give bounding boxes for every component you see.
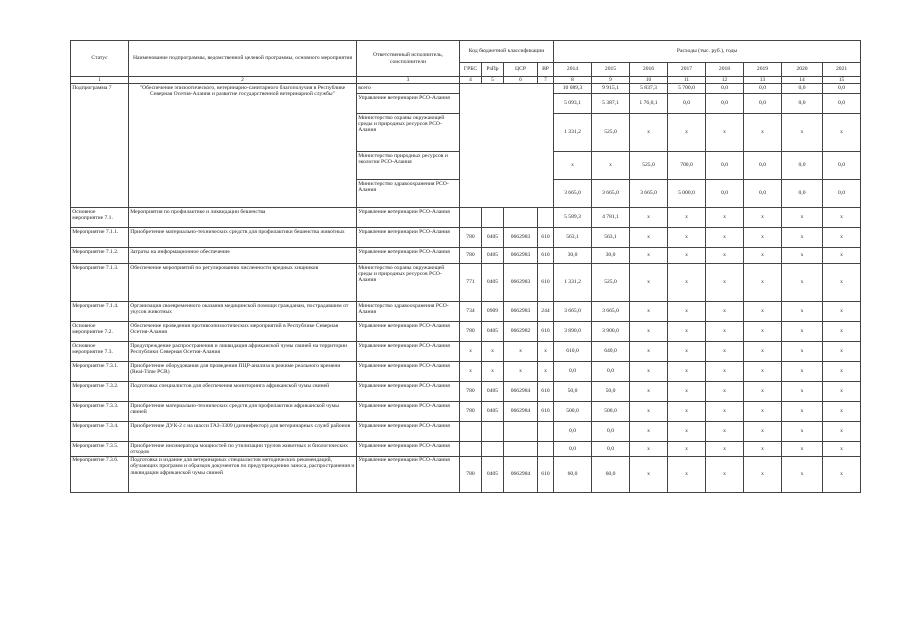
value-cell: x <box>592 152 630 180</box>
column-number: 4 <box>460 77 482 84</box>
value-cell: x <box>668 422 706 442</box>
value-cell: x <box>744 322 782 342</box>
rzpr-cell: 0909 <box>482 302 504 322</box>
value-cell: x <box>668 208 706 228</box>
value-cell: 610,0 <box>554 342 592 362</box>
executor-cell: Министерство здравоохранения РСО-Алания <box>357 180 460 208</box>
csr-cell <box>504 208 538 228</box>
value-cell: x <box>706 114 744 152</box>
column-number: 15 <box>823 77 861 84</box>
status-cell: Подпрограмма 7 <box>71 84 129 208</box>
grbs-cell: 780 <box>460 248 482 264</box>
grbs-cell: 780 <box>460 382 482 402</box>
value-cell: 4 781,1 <box>592 208 630 228</box>
value-cell: x <box>668 382 706 402</box>
value-cell: 1 331,2 <box>554 264 592 302</box>
value-cell: x <box>630 362 668 382</box>
value-cell: x <box>630 402 668 422</box>
value-cell: 0,0 <box>592 362 630 382</box>
vr-cell: x <box>538 342 554 362</box>
vr-cell <box>538 208 554 228</box>
value-cell: x <box>782 362 823 382</box>
value-cell: 0,0 <box>554 362 592 382</box>
executor-cell: Управление ветеринарии РСО-Алания <box>357 228 460 248</box>
table-row <box>71 422 861 442</box>
status-cell: Мероприятие 7.1.4. <box>71 302 129 322</box>
value-cell: x <box>823 302 861 322</box>
header-year: 2020 <box>782 63 823 77</box>
column-number: 5 <box>482 77 504 84</box>
table-row <box>71 228 861 248</box>
value-cell: x <box>744 114 782 152</box>
value-cell: x <box>630 342 668 362</box>
header-rzpr: РзПр <box>482 63 504 77</box>
grbs-cell: 780 <box>460 402 482 422</box>
value-cell: 0,0 <box>782 180 823 208</box>
executor-cell: Министерство охраны окружающей среды и природных ресурсов РСО-Алания <box>357 114 460 152</box>
rzpr-cell: x <box>482 362 504 382</box>
table-row <box>71 248 861 264</box>
value-cell: 5 093,1 <box>554 94 592 114</box>
value-cell: 0,0 <box>668 94 706 114</box>
column-number-row <box>71 77 861 84</box>
value-cell: 0,0 <box>782 94 823 114</box>
budget-table <box>70 40 861 493</box>
value-cell: x <box>744 402 782 422</box>
name-cell: Приобретение ДУК-2 с на шасси ГАЗ-3309 (дизинфектор) для ветеринарных служб районов <box>129 422 357 442</box>
value-cell: x <box>630 322 668 342</box>
column-number: 1 <box>71 77 129 84</box>
vr-cell: 610 <box>538 382 554 402</box>
value-cell: x <box>782 422 823 442</box>
value-cell: 0,0 <box>592 442 630 457</box>
value-cell: x <box>668 362 706 382</box>
header-year: 2018 <box>706 63 744 77</box>
code-cell <box>460 84 554 208</box>
value-cell: x <box>668 302 706 322</box>
value-cell: x <box>668 342 706 362</box>
status-cell: Основное мероприятие 7.2. <box>71 322 129 342</box>
grbs-cell: 771 <box>460 264 482 302</box>
executor-cell: Министерство охраны окружающей среды и природных ресурсов РСО-Алания <box>357 264 460 302</box>
value-cell: 5 387,1 <box>592 94 630 114</box>
csr-cell: 0662983 <box>504 228 538 248</box>
executor-cell: Управление ветеринарии РСО-Алания <box>357 94 460 114</box>
rzpr-cell: 0405 <box>482 322 504 342</box>
table-row <box>71 208 861 228</box>
executor-cell: Министерство здравоохранения РСО-Алания <box>357 302 460 322</box>
value-cell: 3 665,0 <box>630 180 668 208</box>
value-cell: x <box>630 264 668 302</box>
value-cell: x <box>706 264 744 302</box>
table-body <box>71 77 861 493</box>
column-number: 12 <box>706 77 744 84</box>
value-cell: 0,0 <box>706 180 744 208</box>
table-row <box>71 382 861 402</box>
value-cell: x <box>630 114 668 152</box>
subprogram-row <box>71 84 861 94</box>
rzpr-cell <box>482 208 504 228</box>
grbs-cell: 780 <box>460 228 482 248</box>
status-cell: Мероприятие 7.3.2. <box>71 382 129 402</box>
value-cell: x <box>823 402 861 422</box>
vr-cell: 610 <box>538 264 554 302</box>
value-cell: 30,0 <box>592 248 630 264</box>
value-cell: x <box>706 382 744 402</box>
vr-cell: 610 <box>538 456 554 492</box>
rzpr-cell: 0405 <box>482 382 504 402</box>
value-cell: 640,0 <box>592 342 630 362</box>
column-number: 13 <box>744 77 782 84</box>
grbs-cell <box>460 442 482 457</box>
value-cell: 525,0 <box>592 264 630 302</box>
column-number: 11 <box>668 77 706 84</box>
table-row <box>71 302 861 322</box>
value-cell: 563,1 <box>554 228 592 248</box>
value-cell: x <box>823 442 861 457</box>
value-cell: x <box>630 442 668 457</box>
table-row <box>71 402 861 422</box>
value-cell: 0,0 <box>744 180 782 208</box>
executor-cell: Управление ветеринарии РСО-Алания <box>357 402 460 422</box>
value-cell: 0,0 <box>823 84 861 94</box>
csr-cell: 0662983 <box>504 248 538 264</box>
grbs-cell: x <box>460 342 482 362</box>
table-row <box>71 456 861 492</box>
value-cell: x <box>744 228 782 248</box>
csr-cell: 0662983 <box>504 302 538 322</box>
vr-cell: 610 <box>538 322 554 342</box>
header-expenses: Расходы (тыс. руб.), годы <box>554 41 861 63</box>
executor-cell: Управление ветеринарии РСО-Алания <box>357 362 460 382</box>
value-cell: x <box>744 362 782 382</box>
value-cell: x <box>744 208 782 228</box>
value-cell: 0,0 <box>554 442 592 457</box>
name-cell: Обеспечение проведения противоэпизоотических мероприятий в Республике Северная Осетия-Алания <box>129 322 357 342</box>
executor-cell: всего <box>357 84 460 94</box>
column-number: 2 <box>129 77 357 84</box>
value-cell: 0,0 <box>782 84 823 94</box>
value-cell: x <box>744 264 782 302</box>
grbs-cell: 734 <box>460 302 482 322</box>
value-cell: x <box>706 248 744 264</box>
value-cell: 0,0 <box>823 152 861 180</box>
rzpr-cell: 0405 <box>482 264 504 302</box>
value-cell: 563,1 <box>592 228 630 248</box>
value-cell: 525,0 <box>592 114 630 152</box>
value-cell: x <box>823 382 861 402</box>
rzpr-cell: 0405 <box>482 456 504 492</box>
header-year: 2014 <box>554 63 592 77</box>
value-cell: x <box>782 442 823 457</box>
column-number: 6 <box>504 77 538 84</box>
csr-cell: 0662982 <box>504 322 538 342</box>
value-cell: x <box>823 342 861 362</box>
value-cell: x <box>782 456 823 492</box>
value-cell: 3 665,0 <box>554 180 592 208</box>
header-year: 2021 <box>823 63 861 77</box>
status-cell: Мероприятие 7.1.2. <box>71 248 129 264</box>
value-cell: x <box>744 422 782 442</box>
csr-cell: x <box>504 362 538 382</box>
value-cell: x <box>668 228 706 248</box>
value-cell: x <box>668 248 706 264</box>
name-cell: Мероприятия по профилактике и ликвидации бешенства <box>129 208 357 228</box>
executor-cell: Управление ветеринарии РСО-Алания <box>357 442 460 457</box>
header-year: 2016 <box>630 63 668 77</box>
name-cell: Приобретение инсинератора мощностей по утилизации трупов животных и биологических отходов <box>129 442 357 457</box>
value-cell: x <box>668 456 706 492</box>
value-cell: x <box>668 264 706 302</box>
value-cell: 3 665,0 <box>554 302 592 322</box>
value-cell: x <box>823 228 861 248</box>
grbs-cell: x <box>460 362 482 382</box>
value-cell: 0,0 <box>744 152 782 180</box>
header-budget-code: Код бюджетной классификации <box>460 41 554 63</box>
header-name: Наименование подпрограммы, ведомственной целевой программы, основного мероприятия <box>129 41 357 77</box>
value-cell: x <box>554 152 592 180</box>
header-status: Статус <box>71 41 129 77</box>
value-cell: x <box>630 382 668 402</box>
value-cell: x <box>782 228 823 248</box>
value-cell: 5 837,3 <box>630 84 668 94</box>
value-cell: 0,0 <box>782 152 823 180</box>
value-cell: x <box>782 114 823 152</box>
value-cell: x <box>823 422 861 442</box>
table-row <box>71 342 861 362</box>
value-cell: x <box>744 382 782 402</box>
rzpr-cell <box>482 442 504 457</box>
value-cell: x <box>706 362 744 382</box>
csr-cell: 0662984 <box>504 456 538 492</box>
value-cell: x <box>782 248 823 264</box>
column-number: 14 <box>782 77 823 84</box>
value-cell: 525,0 <box>630 152 668 180</box>
header-vr: ВР <box>538 63 554 77</box>
value-cell: x <box>630 302 668 322</box>
name-cell: Приобретение оборудования для проведения ПЦР-анализа в режиме реального времени (Real-Time PCR) <box>129 362 357 382</box>
name-cell: Подготовка специалистов для обеспечения мониторинга африканской чумы свиней <box>129 382 357 402</box>
value-cell: x <box>668 114 706 152</box>
value-cell: 500,0 <box>592 402 630 422</box>
value-cell: x <box>706 302 744 322</box>
value-cell: 0,0 <box>592 422 630 442</box>
grbs-cell <box>460 422 482 442</box>
value-cell: 60,0 <box>592 456 630 492</box>
table-row <box>71 362 861 382</box>
value-cell: x <box>706 422 744 442</box>
rzpr-cell: 0405 <box>482 248 504 264</box>
value-cell: x <box>630 208 668 228</box>
grbs-cell: 780 <box>460 322 482 342</box>
value-cell: x <box>744 456 782 492</box>
status-cell: Основное мероприятие 7.3. <box>71 342 129 362</box>
rzpr-cell: 0405 <box>482 402 504 422</box>
name-cell: Затраты на информационное обеспечение <box>129 248 357 264</box>
status-cell: Мероприятие 7.1.1. <box>71 228 129 248</box>
value-cell: 9 915,1 <box>592 84 630 94</box>
value-cell: x <box>823 264 861 302</box>
value-cell: x <box>668 402 706 422</box>
budget-table-sheet <box>70 40 860 493</box>
value-cell: x <box>823 208 861 228</box>
value-cell: 0,0 <box>706 152 744 180</box>
value-cell: x <box>744 442 782 457</box>
table-row <box>71 264 861 302</box>
csr-cell: 0662984 <box>504 402 538 422</box>
header-year: 2015 <box>592 63 630 77</box>
column-number: 10 <box>630 77 668 84</box>
value-cell: 0,0 <box>744 84 782 94</box>
table-row <box>71 322 861 342</box>
csr-cell <box>504 422 538 442</box>
value-cell: x <box>668 442 706 457</box>
value-cell: 10 089,3 <box>554 84 592 94</box>
value-cell: 0,0 <box>706 94 744 114</box>
value-cell: x <box>706 228 744 248</box>
status-cell: Мероприятие 7.3.4. <box>71 422 129 442</box>
value-cell: 1 76,0,1 <box>630 94 668 114</box>
status-cell: Мероприятие 7.3.6. <box>71 456 129 492</box>
rzpr-cell <box>482 422 504 442</box>
vr-cell <box>538 422 554 442</box>
status-cell: Основное мероприятие 7.1. <box>71 208 129 228</box>
value-cell: 3 890,0 <box>554 322 592 342</box>
value-cell: x <box>630 456 668 492</box>
executor-cell: Министерство природных ресурсов и экологии РСО-Алания <box>357 152 460 180</box>
status-cell: Мероприятие 7.3.3. <box>71 402 129 422</box>
vr-cell: 610 <box>538 228 554 248</box>
executor-cell: Управление ветеринарии РСО-Алания <box>357 382 460 402</box>
value-cell: x <box>823 456 861 492</box>
value-cell: x <box>782 402 823 422</box>
csr-cell: 0662984 <box>504 382 538 402</box>
value-cell: x <box>744 342 782 362</box>
csr-cell: 0662983 <box>504 264 538 302</box>
value-cell: x <box>823 248 861 264</box>
value-cell: 700,0 <box>668 152 706 180</box>
executor-cell: Управление ветеринарии РСО-Алания <box>357 322 460 342</box>
value-cell: x <box>706 456 744 492</box>
vr-cell: 244 <box>538 302 554 322</box>
column-number: 7 <box>538 77 554 84</box>
column-number: 9 <box>592 77 630 84</box>
name-cell: Приобретение материально-технических средств для профилактики африканской чумы свиней <box>129 402 357 422</box>
table-header <box>71 41 861 77</box>
value-cell: x <box>630 248 668 264</box>
value-cell: x <box>782 264 823 302</box>
csr-cell: x <box>504 342 538 362</box>
value-cell: x <box>823 322 861 342</box>
value-cell: x <box>782 208 823 228</box>
column-number: 8 <box>554 77 592 84</box>
value-cell: 3 900,0 <box>592 322 630 342</box>
header-csr: ЦСР <box>504 63 538 77</box>
executor-cell: Управление ветеринарии РСО-Алания <box>357 422 460 442</box>
value-cell: 5 589,3 <box>554 208 592 228</box>
value-cell: 3 665,0 <box>592 302 630 322</box>
value-cell: 30,0 <box>554 248 592 264</box>
value-cell: x <box>782 342 823 362</box>
value-cell: 5 700,0 <box>668 84 706 94</box>
value-cell: x <box>706 208 744 228</box>
executor-cell: Управление ветеринарии РСО-Алания <box>357 456 460 492</box>
value-cell: x <box>782 322 823 342</box>
value-cell: x <box>744 302 782 322</box>
executor-cell: Управление ветеринарии РСО-Алания <box>357 208 460 228</box>
value-cell: 0,0 <box>823 94 861 114</box>
value-cell: 50,0 <box>554 382 592 402</box>
executor-cell: Управление ветеринарии РСО-Алания <box>357 342 460 362</box>
vr-cell: x <box>538 362 554 382</box>
rzpr-cell: 0405 <box>482 228 504 248</box>
value-cell: 3 665,0 <box>592 180 630 208</box>
value-cell: x <box>706 402 744 422</box>
value-cell: x <box>782 302 823 322</box>
value-cell: 500,0 <box>554 402 592 422</box>
value-cell: 60,0 <box>554 456 592 492</box>
header-executor: Ответственный исполнитель, соисполнители <box>357 41 460 77</box>
value-cell: 0,0 <box>706 84 744 94</box>
status-cell: Мероприятие 7.3.5. <box>71 442 129 457</box>
value-cell: x <box>706 442 744 457</box>
value-cell: x <box>706 342 744 362</box>
name-cell: Подготовка и издание для ветеринарных специалистов методических рекомендаций, обучающих программ и образцов документов по предупреждению заноса, распространения и ликвидации африканской чумы свиней <box>129 456 357 492</box>
vr-cell <box>538 442 554 457</box>
value-cell: x <box>630 422 668 442</box>
vr-cell: 610 <box>538 248 554 264</box>
table-row <box>71 442 861 457</box>
header-year: 2017 <box>668 63 706 77</box>
value-cell: x <box>706 322 744 342</box>
value-cell: 1 331,2 <box>554 114 592 152</box>
rzpr-cell: x <box>482 342 504 362</box>
header-grbs: ГРБС <box>460 63 482 77</box>
executor-cell: Управление ветеринарии РСО-Алания <box>357 248 460 264</box>
grbs-cell <box>460 208 482 228</box>
status-cell: Мероприятие 7.1.3. <box>71 264 129 302</box>
column-number: 3 <box>357 77 460 84</box>
value-cell: 0,0 <box>554 422 592 442</box>
value-cell: 5 000,0 <box>668 180 706 208</box>
name-cell: Обеспечение мероприятий по регулированию численности вредных хищников <box>129 264 357 302</box>
header-year: 2019 <box>744 63 782 77</box>
grbs-cell: 780 <box>460 456 482 492</box>
value-cell: 50,0 <box>592 382 630 402</box>
name-cell: Приобретение материально-технических средств для профилактики бешенства животных <box>129 228 357 248</box>
value-cell: 0,0 <box>823 180 861 208</box>
name-cell: "Обеспечение эпизоотического, ветеринарно-санитарного благополучия в Республике Северная Осетия-Алания и развитие государственной ветеринарной службы" <box>129 84 357 208</box>
value-cell: x <box>668 322 706 342</box>
status-cell: Мероприятие 7.3.1. <box>71 362 129 382</box>
value-cell: 0,0 <box>744 94 782 114</box>
name-cell: Организация своевременного оказания медицинской помощи гражданам, пострадавшим от укусов животных <box>129 302 357 322</box>
value-cell: x <box>782 382 823 402</box>
name-cell: Предупреждение распространения и ликвидация африканской чумы свиней на территории Республики Северная Осетия-Алания <box>129 342 357 362</box>
value-cell: x <box>744 248 782 264</box>
value-cell: x <box>823 114 861 152</box>
vr-cell: 610 <box>538 402 554 422</box>
value-cell: x <box>630 228 668 248</box>
csr-cell <box>504 442 538 457</box>
value-cell: x <box>823 362 861 382</box>
